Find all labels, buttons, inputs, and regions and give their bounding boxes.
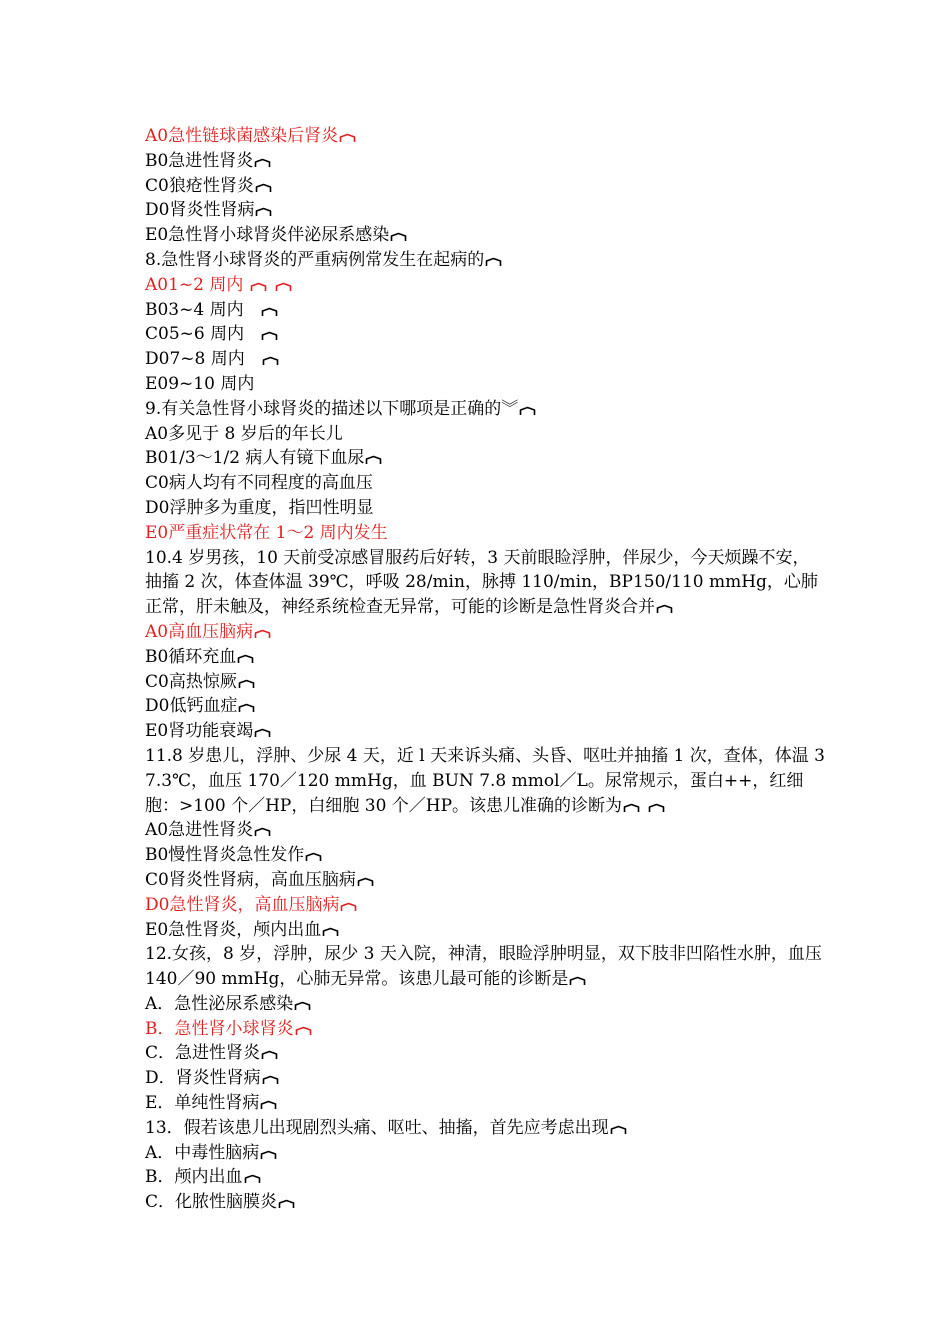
line-text: D0肾炎性肾病 [145,200,255,221]
bracket-mark-icon [260,1150,277,1160]
bracket-mark-icon [238,703,255,713]
bracket-mark-icon [262,1075,279,1085]
bracket-mark-icon [261,307,278,317]
line-text: D0浮肿多为重度，指凹性明显 [145,497,374,518]
bracket-mark-icon [260,1100,277,1110]
line-text: D．肾炎性肾病 [145,1068,261,1089]
bracket-mark-icon [261,331,278,341]
line-text: 12.女孩，8 岁，浮肿，尿少 3 天入院，神清，眼睑浮肿明显，双下肢非凹陷性水肿，血压 140／90 mmHg，心肺无异常。该患儿最可能的诊断是 [145,944,828,990]
text-line [145,124,825,149]
bracket-mark-icon [261,1050,278,1060]
line-text: E09~10 周内 [145,373,255,394]
text-line [145,620,825,645]
line-text: A01~2 周内 [145,274,249,295]
text-line [145,1041,825,1066]
text-line [145,298,825,323]
line-text: 13．假若该患儿出现剧烈头痛、呕吐、抽搐，首先应考虑出现 [145,1117,609,1138]
text-line [145,744,825,818]
line-text: A0高血压脑病 [145,621,254,642]
bracket-mark-icon [262,356,279,366]
bracket-mark-icon [238,679,255,689]
line-text: A．中毒性脑病 [145,1142,260,1163]
text-line [145,347,825,372]
text-line [145,868,825,893]
line-text: C0狼疮性肾炎 [145,175,254,196]
bracket-mark-icon [656,604,673,614]
line-text: B0循环充血 [145,646,237,667]
bracket-mark-icon [237,654,254,664]
text-line [145,422,825,447]
bracket-mark-icon [278,1199,295,1209]
text-line [145,893,825,918]
bracket-mark-icon [255,183,272,193]
bracket-mark-icon [254,728,271,738]
line-text: E0严重症状常在 1～2 周内发生 [145,522,388,543]
bracket-mark-icon [254,827,271,837]
bracket-mark-icon [275,282,292,292]
text-line [145,942,828,992]
line-text: 11.8 岁患儿，浮肿、少尿 4 天，近 l 天来诉头痛、头昏、呕吐并抽搐 1 次，查体，体温 37.3℃，血压 170／120 mmHg，血 BUN 7.8 mmol／L。尿常规示，蛋白++，红细胞：>100 个／HP，白细胞 30 个／HP。该患儿准确的诊断为 [145,745,825,816]
line-text: B01/3～1/2 病人有镜下血尿 [145,448,365,469]
bracket-mark-icon [305,852,322,862]
text-line [145,248,825,273]
line-text: E0急性肾小球肾炎伴泌尿系感染 [145,225,390,246]
line-text: D0急性肾炎，高血压脑病 [145,894,340,915]
text-line [145,397,825,422]
text-line [145,1091,825,1116]
line-text: 10.4 岁男孩，10 天前受凉感冒服药后好转，3 天前眼睑浮肿，伴尿少，今天烦躁不安，抽搐 2 次，体查体温 39℃，呼吸 28/min，脉搏 110/min，BP150/110 mmHg，心肺正常，肝未触及，神经系统检查无异常，可能的诊断是急性肾炎合并 [145,547,818,618]
bracket-mark-icon [390,232,407,242]
bracket-mark-icon [339,133,356,143]
text-line [145,223,825,248]
line-text: C．化脓性脑膜炎 [145,1192,278,1213]
line-text: B03~4 周内 [145,299,260,320]
bracket-mark-icon [610,1125,627,1135]
text-line [145,446,825,471]
line-text: D07~8 周内 [145,349,261,370]
text-line [145,1165,825,1190]
bracket-mark-icon [255,207,272,217]
text-line [145,521,825,546]
line-text: C05~6 周内 [145,324,261,345]
line-text: C0高热惊厥 [145,671,237,692]
bracket-mark-icon [357,877,374,887]
bracket-mark-icon [340,902,357,912]
bracket-mark-icon [250,282,267,292]
line-text: D0低钙血症 [145,696,238,717]
text-line [145,719,825,744]
text-line [145,273,825,298]
text-line [145,471,825,496]
bracket-mark-icon [648,803,665,813]
text-line [145,818,825,843]
document-page [145,124,828,1215]
line-text: E．单纯性肾病 [145,1093,260,1114]
line-text: B0慢性肾炎急性发作 [145,845,305,866]
bracket-mark-icon [569,976,586,986]
text-line [145,174,825,199]
bracket-mark-icon [322,927,339,937]
line-text: E0急性肾炎，颅内出血 [145,919,322,940]
bracket-mark-icon [623,803,640,813]
text-line [145,1017,825,1042]
line-text: A．急性泌尿系感染 [145,993,294,1014]
text-line [145,918,825,943]
text-line [145,843,825,868]
bracket-mark-icon [254,158,271,168]
bracket-mark-icon [519,406,536,416]
text-line [145,645,825,670]
text-line [145,198,825,223]
line-text: A0急性链球菌感染后肾炎 [145,126,339,146]
text-line [145,670,825,695]
text-line [145,1066,825,1091]
line-text: C．急进性肾炎 [145,1043,261,1064]
text-line [145,496,825,521]
text-line [145,322,825,347]
text-line [145,1190,825,1215]
text-line [145,149,825,174]
text-line [145,1116,825,1141]
line-text: B．颅内出血 [145,1167,243,1188]
bracket-mark-icon [365,455,382,465]
bracket-mark-icon [294,1001,311,1011]
line-text: B0急进性肾炎 [145,150,254,171]
line-text: C0病人均有不同程度的高血压 [145,473,373,494]
text-line [145,372,825,397]
text-line [145,992,825,1017]
text-line [145,546,825,620]
text-line [145,1141,825,1166]
line-text: C0肾炎性肾病，高血压脑病 [145,869,356,890]
line-text: B．急性肾小球肾炎 [145,1018,294,1039]
bracket-mark-icon [485,257,502,267]
line-text: A0多见于 8 岁后的年长儿 [145,423,343,444]
line-text: A0急进性肾炎 [145,820,254,841]
bracket-mark-icon [244,1174,261,1184]
line-text: E0肾功能衰竭 [145,721,254,742]
line-text: 9.有关急性肾小球肾炎的描述以下哪项是正确的︾ [145,398,519,419]
bracket-mark-icon [254,629,271,639]
line-text: 8.急性肾小球肾炎的严重病例常发生在起病的 [145,249,485,270]
text-line [145,694,825,719]
bracket-mark-icon [295,1026,312,1036]
